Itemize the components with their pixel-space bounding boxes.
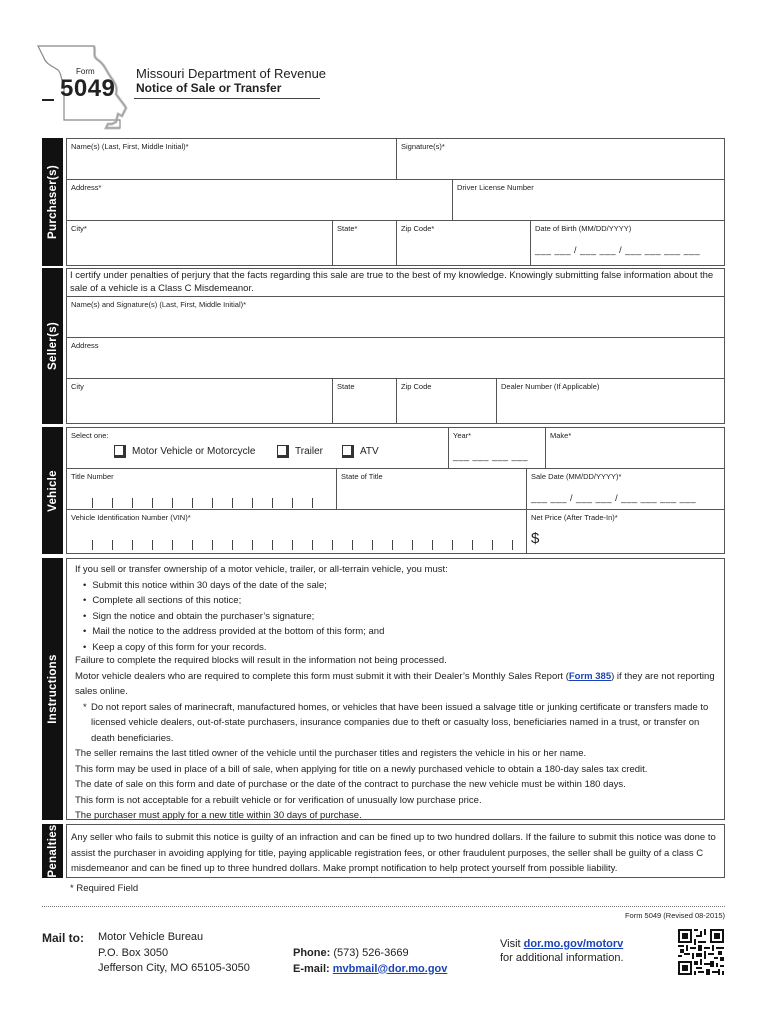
purchaser-dob-field[interactable] [531, 221, 724, 265]
exclusion-note-text: Do not report sales of marinecraft, manufactured homes, or vehicles that have been issued a salvage title or junking certificate or transfers made to licensed vehicle dealers, out-of-state purchasers, insurance companies due to theft or casualty loss, beneficiaries named in a trust, or transfer on death beneficiaries. [91, 701, 709, 744]
email-label: E-mail: [293, 962, 330, 975]
instruction-bullet: • Keep a copy of this form for your records. [75, 640, 720, 656]
atv-option-label: ATV [360, 446, 379, 457]
vehicle-type-field [67, 428, 449, 469]
title-rule [134, 98, 320, 99]
contact-block [293, 946, 447, 977]
net-price-field[interactable] [527, 510, 724, 553]
revision-label: Form 5049 (Revised 08-2015) [624, 911, 725, 920]
address-line: Motor Vehicle Bureau [98, 931, 204, 943]
seller-dealer-number-field[interactable] [497, 379, 724, 423]
penalties-section [66, 824, 725, 878]
vehicle-year-label: Year* [453, 431, 472, 440]
title-number-field[interactable] [67, 469, 337, 510]
motor-vehicle-option-label: Motor Vehicle or Motorcycle [132, 446, 256, 457]
website-note [500, 937, 624, 965]
purchaser-zip-label: Zip Code* [401, 224, 435, 233]
form-385-link[interactable]: Form 385 [568, 670, 612, 682]
vehicle-make-field[interactable] [546, 428, 724, 469]
seller-name-field[interactable] [67, 296, 724, 338]
purchaser-address-field[interactable] [67, 180, 453, 221]
vin-label: Vehicle Identification Number (VIN)* [71, 513, 191, 522]
seller-zip-label: Zip Code [401, 382, 432, 391]
purchaser-city-label: City* [71, 224, 87, 233]
instructions-section-label: Instructions [46, 654, 59, 724]
vin-tick-marks [92, 540, 532, 550]
visit-word: Visit [500, 938, 521, 950]
seller-city-label: City [71, 382, 84, 391]
purchaser-state-label: State* [337, 224, 358, 233]
form-label: Form [76, 67, 95, 76]
penalties-section-tab [42, 824, 63, 878]
exclusion-note [75, 700, 720, 747]
qr-code-icon [678, 929, 724, 975]
purchaser-signature-field[interactable] [397, 139, 724, 180]
email-link[interactable]: mvbmail@dor.mo.gov [332, 962, 448, 975]
trailer-checkbox[interactable] [277, 445, 323, 458]
instructions-intro: If you sell or transfer ownership of a motor vehicle, trailer, or all-terrain vehicle, you must: [75, 564, 448, 575]
purchaser-city-field[interactable] [67, 221, 333, 265]
title-number-tick-marks [92, 498, 332, 508]
instruction-line: This form is not acceptable for a rebuilt vehicle or for verification of unusually low purchase price. [75, 794, 482, 806]
form-dash [42, 99, 54, 101]
seller-address-label: Address [71, 341, 99, 350]
purchaser-address-label: Address* [71, 183, 102, 192]
purchaser-section-tab [42, 138, 63, 266]
seller-state-field[interactable] [333, 379, 397, 423]
checkbox-icon [277, 445, 289, 458]
seller-section-label: Seller(s) [46, 321, 59, 371]
instruction-line: The date of sale on this form and date of purchase or the date of the contract to purchase the new vehicle must be within 180 days. [75, 779, 626, 790]
atv-checkbox[interactable] [342, 445, 379, 458]
instruction-bullet: • Mail the notice to the address provided at the bottom of this form; and [75, 624, 720, 640]
instructions-intro-block [75, 562, 720, 655]
vehicle-year-field[interactable] [449, 428, 546, 469]
form-number: 5049 [60, 75, 116, 102]
checkbox-icon [342, 445, 354, 458]
vehicle-section-tab [42, 427, 63, 554]
instruction-line: The purchaser must apply for a new title within 30 days of purchase. [75, 810, 362, 821]
purchaser-section [66, 138, 725, 266]
purchaser-license-field[interactable] [453, 180, 724, 221]
trailer-option-label: Trailer [295, 446, 323, 457]
sale-date-blanks: ___ ___ / ___ ___ / ___ ___ ___ ___ [531, 493, 697, 503]
mailing-address [98, 930, 250, 977]
phone-number: (573) 526-3669 [333, 947, 409, 959]
purchaser-name-field[interactable] [67, 139, 397, 180]
dollar-sign: $ [531, 530, 540, 547]
seller-name-label: Name(s) and Signature(s) (Last, First, Middle Initial)* [71, 300, 247, 309]
vehicle-section-label: Vehicle [46, 469, 59, 512]
instructions-section-tab [42, 558, 63, 820]
vehicle-make-label: Make* [550, 431, 572, 440]
required-field-note: * Required Field [70, 883, 139, 894]
penalties-section-label: Penalties [46, 824, 59, 878]
phone-line [293, 946, 447, 962]
title-number-label: Title Number [71, 472, 114, 481]
state-of-title-label: State of Title [341, 472, 383, 481]
purchaser-section-label: Purchaser(s) [46, 165, 59, 239]
purchaser-name-label: Name(s) (Last, First, Middle Initial)* [71, 142, 189, 151]
seller-zip-field[interactable] [397, 379, 497, 423]
agency-name: Missouri Department of Revenue [136, 66, 327, 81]
purchaser-state-field[interactable] [333, 221, 397, 265]
email-line [293, 962, 447, 978]
asterisk-marker: * [83, 701, 87, 713]
phone-label: Phone: [293, 947, 331, 959]
seller-address-field[interactable] [67, 338, 724, 379]
instruction-line: This form may be used in place of a bill of sale, when applying for title on a newly purchased vehicle to obtain a 180-day sales tax credit. [75, 763, 648, 775]
vehicle-select-label: Select one: [71, 431, 109, 440]
state-of-title-field[interactable] [337, 469, 527, 510]
sale-date-label: Sale Date (MM/DD/YYYY)* [531, 472, 622, 481]
seller-section-tab [42, 268, 63, 424]
purchaser-signature-label: Signature(s)* [401, 142, 445, 151]
sale-date-field[interactable] [527, 469, 724, 510]
visit-tail: for additional information. [500, 952, 624, 964]
instruction-bullet: • Submit this notice within 30 days of the date of the sale; [75, 578, 720, 594]
mail-to-label: Mail to: [42, 931, 84, 945]
instruction-bullet: • Complete all sections of this notice; [75, 593, 720, 609]
dealer-note-text-end: ) if they are not reporting sales online. [75, 670, 715, 697]
instruction-bullet: • Sign the notice and obtain the purchaser’s signature; [75, 609, 720, 625]
motor-vehicle-checkbox[interactable] [114, 445, 255, 458]
vehicle-year-blanks: ___ ___ ___ ___ [453, 451, 529, 461]
website-link[interactable]: dor.mo.gov/motorv [523, 938, 624, 950]
purchaser-license-label: Driver License Number [457, 183, 534, 192]
footer-divider [42, 906, 725, 907]
address-line: Jefferson City, MO 65105-3050 [98, 962, 250, 974]
purchaser-dob-blanks: ___ ___ / ___ ___ / ___ ___ ___ ___ [535, 245, 701, 255]
instructions-section [66, 558, 725, 820]
instructions-notes-block [75, 653, 720, 824]
seller-certification-text: I certify under penalties of perjury that the facts regarding this sale are true to the best of my knowledge. Knowingly submitting false information about the sale of a vehicle is a Class C Misdemeanor. [70, 270, 714, 294]
page-title: Notice of Sale or Transfer [136, 81, 282, 95]
seller-dealer-label: Dealer Number (If Applicable) [501, 382, 600, 391]
failure-note: Failure to complete the required blocks will result in the information not being processed. [75, 655, 447, 666]
vehicle-section [66, 427, 725, 554]
purchaser-zip-field[interactable] [397, 221, 531, 265]
dealer-note-text: Motor vehicle dealers who are required to complete this form must submit it with their Dealer’s Monthly Sales Report ( [75, 670, 569, 682]
net-price-label: Net Price (After Trade-In)* [531, 513, 618, 522]
vin-field[interactable] [67, 510, 527, 553]
address-line: P.O. Box 3050 [98, 946, 169, 959]
dealer-note [75, 669, 720, 700]
instruction-line: The seller remains the last titled owner of the vehicle until the purchaser titles and registers the vehicle in his or her name. [75, 748, 587, 759]
purchaser-dob-label: Date of Birth (MM/DD/YYYY) [535, 224, 632, 233]
seller-state-label: State [337, 382, 355, 391]
seller-section [66, 268, 725, 424]
seller-city-field[interactable] [67, 379, 333, 423]
checkbox-icon [114, 445, 126, 458]
penalties-text: Any seller who fails to submit this notice is guilty of an infraction and can be fined up to two hundred dollars. If the failure to submit this notice was done to assist the purchaser in avoiding applying for title, paying applicable registration fees, or other fraudulent purposes, the seller shall be guilty of a class C misdemeanor and can be fined up to three hundred dollars. Make prompt notification to help protect yourself from possible liability. [71, 832, 716, 874]
